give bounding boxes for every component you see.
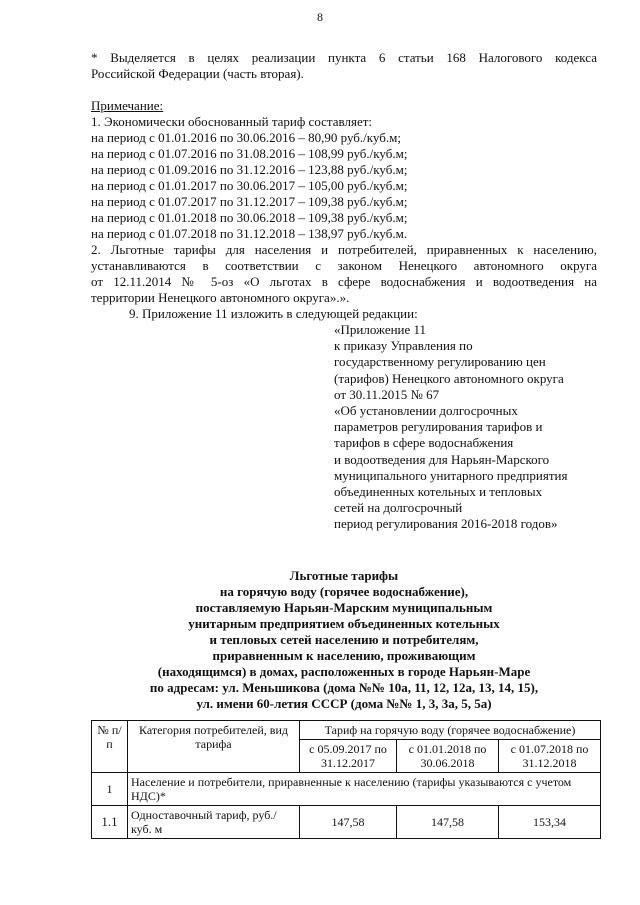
tariff-title: [91, 568, 597, 712]
appendix-heading: [334, 322, 604, 533]
header-tariff: Тариф на горячую воду (горячее водоснабжение): [300, 721, 601, 740]
tariff-table: [91, 720, 601, 839]
header-period: с 01.07.2018 по 31.12.2018: [499, 740, 601, 773]
title-line: (находящимся) в домах, расположенных в городе Нарьян-Маре: [157, 664, 531, 679]
appendix-line: объединенных котельных и тепловых: [334, 484, 543, 500]
header-period: с 01.01.2018 по 30.06.2018: [397, 740, 499, 773]
appendix-line: от 30.11.2015 № 67: [334, 386, 440, 402]
note-item-9: 9. Приложение 11 изложить в следующей редакции:: [129, 306, 418, 321]
rate-line: на период с 01.07.2017 по 31.12.2017 – 109,38 руб./куб.м;: [91, 194, 408, 209]
rate-line: на период с 01.09.2016 по 31.12.2016 – 123,88 руб./куб.м;: [91, 162, 408, 177]
appendix-line: государственному регулированию цен: [334, 354, 546, 370]
appendix-line: тарифов в сфере водоснабжения: [334, 435, 514, 451]
title-line: ул. имени 60-летия СССР (дома №№ 1, 3, 3а, 5, 5а): [196, 696, 492, 711]
note-item-1: 1. Экономически обоснованный тариф составляет:: [91, 114, 373, 129]
appendix-line: и водоотведения для Нарьян-Марского: [334, 451, 550, 467]
rate-list: [91, 130, 597, 242]
table-row: [92, 773, 601, 806]
rate-line: на период с 01.07.2018 по 31.12.2018 – 138,97 руб./куб.м.: [91, 226, 408, 241]
header-number: № п/п: [92, 721, 128, 773]
note-item-2-line: от 12.11.2014 № 5-оз «О льготах в сфере водоснабжения и водоотведения на: [91, 274, 597, 289]
appendix-line: (тарифов) Ненецкого автономного округа: [334, 370, 564, 386]
header-category: Категория потребителей, вид тарифа: [128, 721, 300, 773]
appendix-line: к приказу Управления по: [334, 338, 473, 354]
note-item-2-line: 2. Льготные тарифы для населения и потребителей, приравненных к населению,: [91, 242, 597, 257]
appendix-line: «Об установлении долгосрочных: [334, 403, 518, 419]
row-category: Одноставочный тариф, руб./куб. м: [128, 806, 300, 839]
appendix-line: «Приложение 11: [334, 322, 427, 337]
note-item-2-line: устанавливаются в соответствии с законом Ненецкого автономного округа: [91, 258, 597, 273]
footnote-line-2: Российской Федерации (часть вторая).: [91, 66, 304, 81]
page-number: 8: [317, 10, 323, 24]
title-line: на горячую воду (горячее водоснабжение),: [219, 584, 469, 599]
title-line: по адресам: ул. Меньшикова (дома №№ 10а, 11, 12, 12а, 13, 14, 15),: [149, 680, 539, 695]
appendix-line: муниципального унитарного предприятия: [334, 467, 568, 483]
rate-line: на период с 01.07.2016 по 31.08.2016 – 108,99 руб./куб.м;: [91, 146, 408, 161]
row-number: 1: [92, 773, 128, 806]
tariff-value: 147,58: [397, 806, 499, 839]
title-line: приравненным к населению, проживающим: [212, 648, 476, 663]
header-period: с 05.09.2017 по 31.12.2017: [300, 740, 397, 773]
title-line: и тепловых сетей населению и потребителям,: [209, 632, 479, 647]
rate-line: на период с 01.01.2018 по 30.06.2018 – 109,38 руб./куб.м;: [91, 210, 408, 225]
row-category: Население и потребители, приравненные к населению (тарифы указываются с учетом НДС)*: [128, 773, 601, 806]
appendix-line: период регулирования 2016-2018 годов»: [334, 516, 558, 532]
note-heading: Примечание:: [91, 98, 164, 113]
title-line: поставляемую Нарьян-Марским муниципальным: [195, 600, 493, 615]
rate-line: на период с 01.01.2017 по 30.06.2017 – 105,00 руб./куб.м;: [91, 178, 408, 193]
appendix-line: сетей на долгосрочный: [334, 500, 463, 516]
note-item-2-line: территории Ненецкого автономного округа».».: [91, 290, 350, 305]
row-number: 1.1: [92, 806, 128, 839]
tariff-value: 153,34: [499, 806, 601, 839]
body-text: [91, 50, 597, 322]
title-line: Льготные тарифы: [289, 568, 399, 583]
appendix-line: параметров регулирования тарифов и: [334, 419, 543, 435]
footnote-line-1: * Выделяется в целях реализации пункта 6 статьи 168 Налогового кодекса: [91, 50, 597, 65]
tariff-value: 147,58: [300, 806, 397, 839]
table-row: [92, 806, 601, 839]
title-line: унитарным предприятием объединенных котельных: [188, 616, 500, 631]
rate-line: на период с 01.01.2016 по 30.06.2016 – 80,90 руб./куб.м;: [91, 130, 401, 145]
